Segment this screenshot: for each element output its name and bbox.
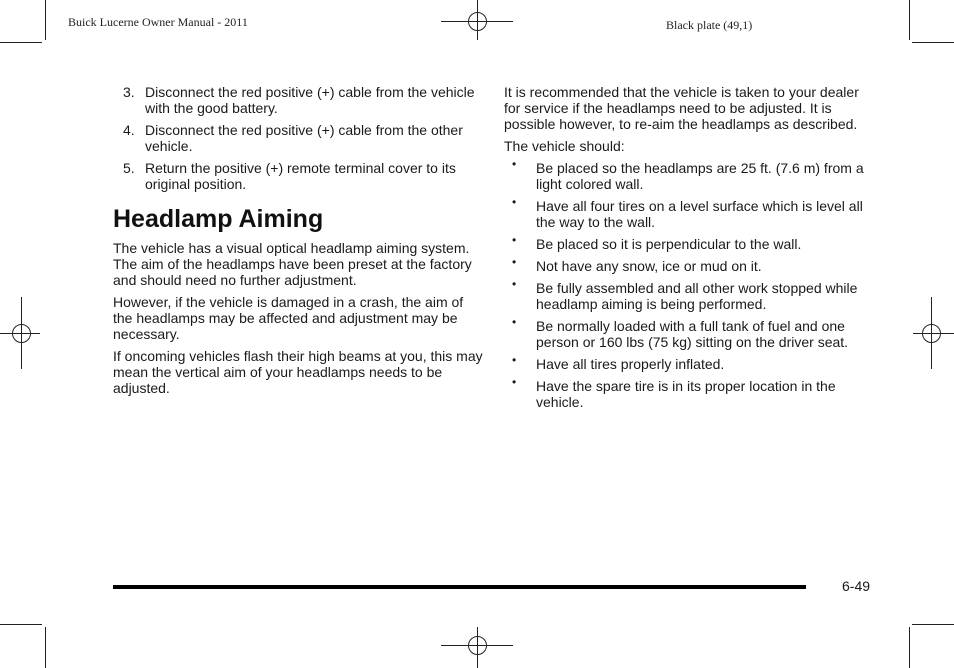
list-item-text: Be placed so the headlamps are 25 ft. (7.6 m) from a light colored wall. — [536, 160, 864, 192]
section-heading: Headlamp Aiming — [113, 205, 324, 233]
registration-target-top-circle — [468, 12, 487, 31]
list-item — [504, 277, 874, 312]
bullet-icon: • — [512, 233, 517, 247]
footer-rule — [113, 585, 806, 589]
registration-target-left-circle — [12, 324, 31, 343]
step-number: 4. — [123, 122, 135, 138]
list-item — [504, 157, 874, 192]
crop-mark-top-left-v — [45, 0, 46, 40]
step-text: Disconnect the red positive (+) cable from the other vehicle. — [145, 122, 463, 154]
bullet-icon: • — [512, 315, 517, 329]
list-item — [504, 233, 874, 252]
step-item — [113, 160, 483, 192]
right-column — [504, 84, 874, 416]
lead-paragraph: The vehicle should: — [504, 138, 625, 154]
list-item-text: Have all four tires on a level surface which is level all the way to the wall. — [536, 198, 863, 230]
body-paragraph: However, if the vehicle is damaged in a crash, the aim of the headlamps may be affected and adjustment may be necessary. — [113, 294, 464, 342]
plate-label: Black plate (49,1) — [666, 18, 753, 32]
step-item — [113, 122, 483, 154]
crop-mark-bottom-left-v — [45, 627, 46, 668]
list-item — [504, 195, 874, 230]
list-item-text: Have all tires properly inflated. — [536, 356, 725, 372]
left-column — [113, 84, 483, 402]
list-item — [504, 353, 874, 372]
list-item — [504, 315, 874, 350]
crop-mark-top-right-h — [912, 42, 954, 43]
crop-mark-top-left-h — [0, 42, 42, 43]
list-item — [504, 255, 874, 274]
body-paragraph: If oncoming vehicles flash their high beams at you, this may mean the vertical aim of your headlamps needs to be adjusted. — [113, 348, 483, 396]
crop-mark-bottom-right-v — [909, 627, 910, 668]
list-item-text: Not have any snow, ice or mud on it. — [536, 258, 762, 274]
list-item-text: Be placed so it is perpendicular to the wall. — [536, 236, 802, 252]
bullet-icon: • — [512, 255, 517, 269]
step-number: 5. — [123, 160, 135, 176]
step-number: 3. — [123, 84, 135, 100]
list-item-text: Have the spare tire is in its proper location in the vehicle. — [536, 378, 836, 410]
bullet-icon: • — [512, 375, 517, 389]
step-text: Disconnect the red positive (+) cable from the vehicle with the good battery. — [145, 84, 475, 116]
list-item-text: Be fully assembled and all other work stopped while headlamp aiming is being performed. — [536, 280, 858, 312]
step-item — [113, 84, 483, 116]
intro-paragraph: It is recommended that the vehicle is taken to your dealer for service if the headlamps need to be adjusted. It is possible however, to re-aim the headlamps as described. — [504, 84, 859, 132]
crop-mark-bottom-right-h — [912, 624, 954, 625]
bullet-icon: • — [512, 157, 517, 171]
bullet-icon: • — [512, 277, 517, 291]
bullet-icon: • — [512, 353, 517, 367]
registration-target-bottom-circle — [468, 636, 487, 655]
crop-mark-top-right-v — [909, 0, 910, 40]
bullet-icon: • — [512, 195, 517, 209]
manual-title: Buick Lucerne Owner Manual - 2011 — [68, 15, 248, 29]
crop-mark-bottom-left-h — [0, 624, 42, 625]
page-number: 6-49 — [842, 578, 871, 594]
list-item — [504, 375, 874, 410]
registration-target-right-circle — [922, 324, 941, 343]
step-text: Return the positive (+) remote terminal cover to its original position. — [145, 160, 456, 192]
list-item-text: Be normally loaded with a full tank of fuel and one person or 160 lbs (75 kg) sitting on the driver seat. — [536, 318, 849, 350]
body-paragraph: The vehicle has a visual optical headlamp aiming system. The aim of the headlamps have been preset at the factory and should need no further adjustment. — [113, 240, 472, 288]
